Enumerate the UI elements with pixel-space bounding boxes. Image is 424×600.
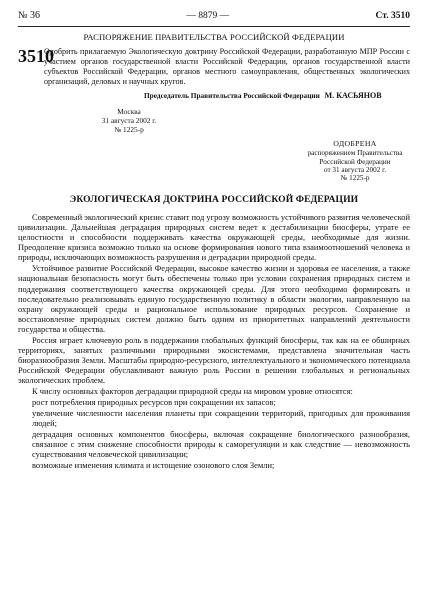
paragraph: Устойчивое развитие Российской Федерации, высокое качество жизни и здоровья ее населения, а также национальная безопасность могут быть обеспечены только при условии сохранения природных систем и поддержания соответствующего качества окружающей среды. Для этого необходимо формировать и последовательно реализовывать единую государственную политику в области экологии, направленную на охрану окружающей среды и рациональное использование природных ресурсов. Сохранение и восстановление природных систем должно быть одним из приоритетных направлений деятельности государства и общества. xyxy=(18,263,410,334)
signature-line xyxy=(144,91,410,100)
doctrine-title: ЭКОЛОГИЧЕСКАЯ ДОКТРИНА РОССИЙСКОЙ ФЕДЕРАЦИИ xyxy=(69,194,359,206)
paragraph: Россия играет ключевую роль в поддержании глобальных функций биосферы, так как на ее обширных территориях, занятых различными природными экосистемами, представлена значительная часть биоразнообразия Земли. Масштабы природно-ресурсного, интеллектуального и экономического потенциала Российской Федерации обуславливают важную роль России в решении глобальных и региональных экологических проблем. xyxy=(18,334,410,385)
approval-line-1: распоряжением Правительства xyxy=(307,149,403,158)
signatory-name: М. КАСЬЯНОВ xyxy=(324,91,382,101)
article-number: Ст. 3510 xyxy=(375,11,410,21)
approval-line-2: Российской Федерации xyxy=(319,157,391,166)
order-text: Одобрить прилагаемую Экологическую доктрину Российской Федерации, разработанную МПР России с участием органов государственной власти Российской Федерации, органов государственной власти субъектов Российской Федерации, органов местного самоуправления, общественных экологических организаций, деловых и научных кругов. xyxy=(44,47,410,87)
place-city: Москва xyxy=(117,107,141,117)
page-number: — 8879 — xyxy=(186,11,230,21)
list-item: рост потребления природных ресурсов при сокращении их запасов; xyxy=(32,397,276,408)
order-reg-number: № 1225-р xyxy=(114,124,144,134)
approval-line-3: от 31 августа 2002 г. xyxy=(323,165,387,174)
order-date: 31 августа 2002 г. xyxy=(101,115,157,125)
list-item: возможные изменения климата и истощение озонового слоя Земли; xyxy=(32,460,275,471)
place-date-block xyxy=(84,108,174,134)
approval-line-4: № 1225-р xyxy=(340,173,370,182)
order-block xyxy=(18,47,410,87)
running-header xyxy=(18,10,410,27)
list-item: увеличение численности населения планеты при сокращении территорий, пригодных для проживания людей; xyxy=(32,408,410,429)
order-number: 3510 xyxy=(18,46,54,66)
approval-title: ОДОБРЕНА xyxy=(333,139,377,149)
paragraph: Современный экологический кризис ставит под угрозу возможность устойчивого развития человеческой цивилизации. Дальнейшая деградация природных систем ведет к дестабилизации биосферы, утрате ее целостности и способности поддерживать качества окружающей среды, необходимые для жизни. Преодоление кризиса возможно только на основе формирования нового типа взаимоотношений человека и природы, исключающих возможность разрушения и деградации природной среды. xyxy=(18,212,410,263)
document-heading: РАСПОРЯЖЕНИЕ ПРАВИТЕЛЬСТВА РОССИЙСКОЙ ФЕДЕРАЦИИ xyxy=(83,32,345,42)
approval-stamp xyxy=(290,140,420,182)
list-item: деградация основных компонентов биосферы, включая сокращение биологического разнообразия, связанное с этим снижение способности природы к саморегуляции и как следствие — невозможность существования человеческой цивилизации; xyxy=(32,429,410,460)
issue-number: № 36 xyxy=(18,10,41,21)
signatory-position: Председатель Правительства Российской Федерации xyxy=(144,91,320,101)
document-body xyxy=(18,212,410,470)
paragraph: К числу основных факторов деградации природной среды на мировом уровне относятся: xyxy=(32,385,353,396)
